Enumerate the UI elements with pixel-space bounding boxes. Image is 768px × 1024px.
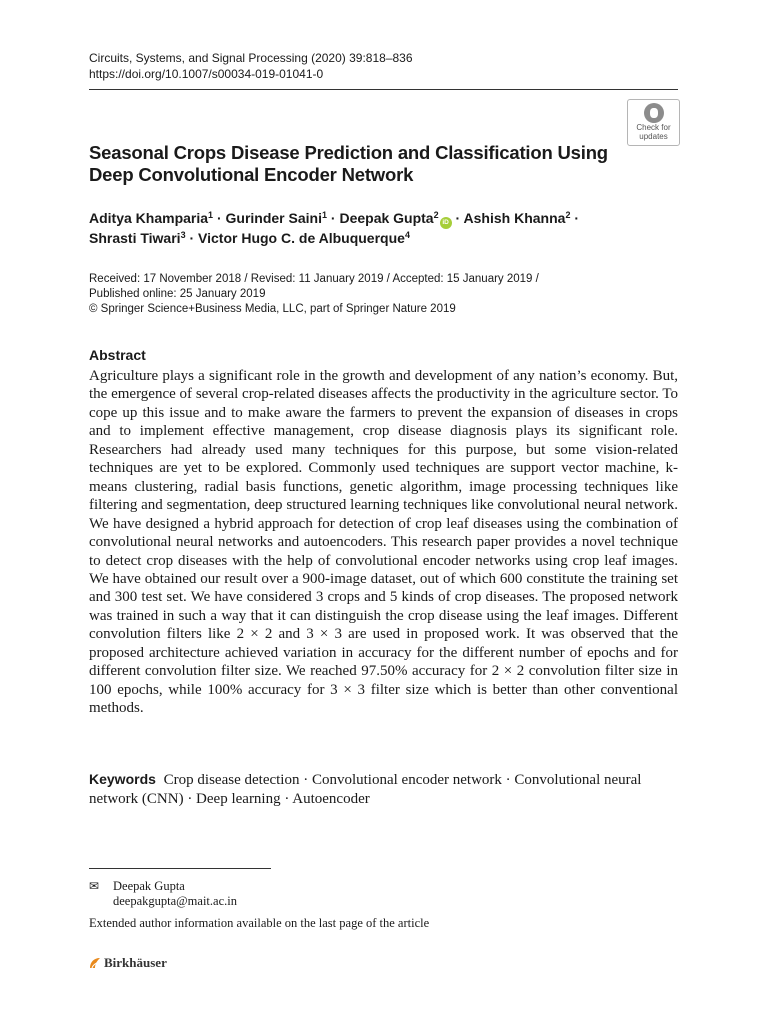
corresponding-email[interactable]: deepakgupta@mait.ac.in — [113, 894, 237, 908]
birkhauser-mark-icon — [89, 957, 101, 969]
author-name[interactable]: Ashish Khanna — [463, 210, 566, 226]
corresponding-author: Deepak Gupta — [113, 879, 185, 893]
author-affiliation: 3 — [180, 230, 186, 240]
author-affiliation: 1 — [208, 210, 214, 220]
envelope-icon: ✉ — [89, 879, 100, 893]
abstract-heading: Abstract — [89, 347, 146, 363]
keywords-label: Keywords — [89, 771, 156, 787]
author-affiliation: 1 — [321, 210, 327, 220]
header-divider — [89, 89, 678, 90]
published-date: Published online: 25 January 2019 — [89, 288, 266, 300]
article-title: Seasonal Crops Disease Prediction and Classification Using Deep Convolutional Encoder Network — [89, 142, 608, 185]
author-name[interactable]: Aditya Khamparia — [89, 210, 209, 226]
badge-line-1: Check for — [636, 123, 671, 132]
author-name[interactable]: Shrasti Tiwari — [89, 230, 181, 246]
doi-link[interactable]: https://doi.org/10.1007/s00034-019-01041-0 — [89, 67, 324, 81]
journal-header — [89, 50, 413, 82]
author-affiliation: 4 — [404, 230, 410, 240]
article-history — [89, 272, 678, 317]
author-affiliation: 2 — [565, 210, 571, 220]
extended-author-info: Extended author information available on the last page of the article — [89, 916, 430, 930]
correspondence — [89, 879, 237, 909]
journal-citation: Circuits, Systems, and Signal Processing (2020) 39:818–836 — [89, 51, 413, 65]
received-dates: Received: 17 November 2018 / Revised: 11 January 2019 / Accepted: 15 January 2019 / — [89, 273, 539, 285]
abstract-body: Agriculture plays a significant role in the growth and development of any nation’s economy. But, the emergence of several crop-related diseases affects the productivity in the agriculture sector. To cope up this issue and to make aware the farmers to prevent the expansion of diseases in crops and to implement effective management, crop disease diagnosis plays its significant role. Researchers had already used many techniques for this purpose, but some vision-related techniques are yet to be explored. Commonly used techniques are support vector machine, k-means clustering, radial basis functions, genetic algorithm, image processing techniques like filtering and segmentation, deep structured learning techniques like convolutional neural network. We have designed a hybrid approach for detection of crop leaf diseases using the combination of convolutional neural networks and autoencoders. This research paper provides a novel technique to detect crop diseases with the help of convolutional encoder networks using crop leaf images. We have obtained our result over a 900-image dataset, out of which 600 constitute the training set and 300 test set. We have considered 3 crops and 5 kinds of crop diseases. The proposed network was trained in such a way that it can distinguish the crop disease using the leaf images. Different convolution filters like 2 × 2 and 3 × 3 are used in proposed work. It was observed that the proposed architecture achieved variation in accuracy for the different number of epochs and for different convolution filter size. We reached 97.50% accuracy for 2 × 2 convolution filter size in 100 epochs, while 100% accuracy for 3 × 3 filter size which is better than other conventional methods. — [89, 368, 678, 717]
author-list: Aditya Khamparia$^1$ · Gurinder Saini$^1$ · Deepak Gupta$^2$iD · Ashish Khanna$^2$ · Shrasti Tiwari$^3$ · Victor Hugo C. de Albuquerque$^4$ — [89, 210, 580, 246]
badge-line-2: updates — [639, 131, 668, 141]
keywords-section — [89, 770, 678, 809]
check-for-updates-badge[interactable] — [627, 99, 680, 146]
check-updates-icon — [644, 103, 664, 123]
orcid-icon[interactable]: iD — [440, 217, 452, 229]
keywords-list: Crop disease detection · Convolutional encoder network · Convolutional neural network (CNN) · Deep learning · Autoencoder — [89, 772, 642, 807]
author-name[interactable]: Deepak Gupta — [339, 210, 434, 226]
copyright-notice: © Springer Science+Business Media, LLC, part of Springer Nature 2019 — [89, 303, 456, 315]
author-affiliation: 2 — [433, 210, 439, 220]
author-name[interactable]: Gurinder Saini — [225, 210, 322, 226]
footnote-divider — [89, 868, 271, 869]
publisher-name: Birkhäuser — [104, 955, 167, 970]
publisher-logo — [89, 955, 167, 971]
author-name[interactable]: Victor Hugo C. de Albuquerque — [198, 230, 405, 246]
